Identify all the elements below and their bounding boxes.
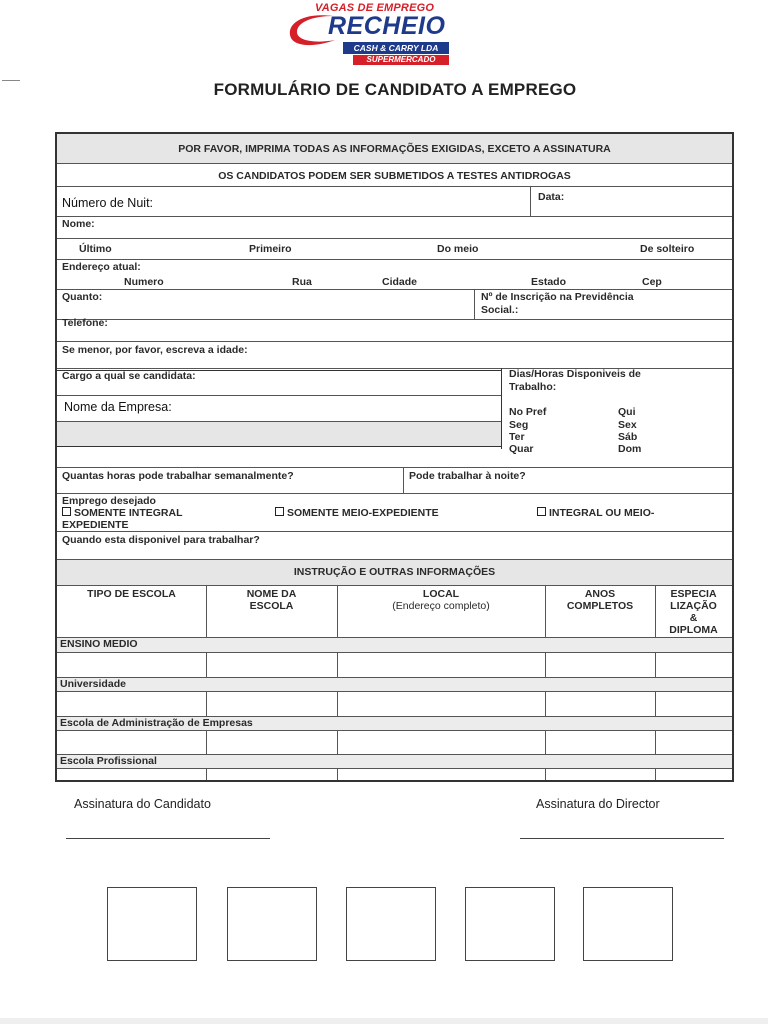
checkbox-icon — [275, 507, 284, 516]
address-number-label: Numero — [124, 276, 164, 288]
option-part-time[interactable] — [275, 507, 439, 519]
date-label: Data: — [538, 191, 565, 203]
last-name-label: Último — [79, 243, 112, 255]
empty-box-1[interactable] — [107, 887, 197, 961]
availability-label: Dias/Horas Disponiveis de — [509, 368, 641, 380]
empty-box-2[interactable] — [227, 887, 317, 961]
position-label[interactable]: Cargo a qual se candidata: — [62, 370, 196, 382]
first-name-label: Primeiro — [249, 243, 292, 255]
candidate-signature-label: Assinatura do Candidato — [74, 797, 211, 811]
day-no-pref[interactable]: No Pref — [509, 406, 547, 418]
empty-box-3[interactable] — [346, 887, 436, 961]
desired-job-label: Emprego desejado — [62, 495, 156, 507]
name-label[interactable]: Nome: — [62, 218, 95, 230]
social-security-label[interactable]: Nº de Inscrição na Previdência — [481, 291, 634, 303]
option-full-time-label: SOMENTE INTEGRAL — [74, 507, 183, 519]
day-seg[interactable]: Seg — [509, 419, 529, 431]
day-ter[interactable]: Ter — [509, 431, 525, 443]
option-either-label-2: EXPEDIENTE — [62, 519, 129, 531]
night-work-label[interactable]: Pode trabalhar à noite? — [409, 470, 526, 482]
col-location: LOCAL — [422, 588, 460, 600]
social-security-label-2: Social.: — [481, 304, 519, 316]
cargo-gray-row — [57, 422, 501, 446]
col-specialization-2: LIZAÇÃO — [670, 600, 717, 612]
logo-tagline: VAGAS DE EMPREGO — [315, 2, 435, 14]
row-ensino-medio: ENSINO MEDIO — [60, 638, 138, 650]
logo-name: RECHEIO — [328, 12, 446, 40]
bottom-edge — [0, 1018, 768, 1024]
empty-box-5[interactable] — [583, 887, 673, 961]
address-city-label: Cidade — [382, 276, 418, 288]
col-years: ANOS — [584, 588, 616, 600]
col-location-2: (Endereço completo) — [392, 600, 490, 612]
director-signature-line[interactable] — [520, 838, 724, 839]
checkbox-icon — [537, 507, 546, 516]
education-title: INSTRUÇÃO E OUTRAS INFORMAÇÕES — [293, 566, 496, 578]
nuit-label: Número de Nuit: — [62, 196, 154, 210]
day-quar[interactable]: Quar — [509, 443, 534, 455]
empty-box-4[interactable] — [465, 887, 555, 961]
weekly-hours-label[interactable]: Quantas horas pode trabalhar semanalmente? — [62, 470, 294, 482]
day-qui[interactable]: Qui — [618, 406, 636, 418]
col-school-name: NOME DA — [246, 588, 297, 600]
address-label[interactable]: Endereço atual: — [62, 261, 141, 273]
option-full-time[interactable] — [62, 507, 183, 519]
col-years-2: COMPLETOS — [566, 600, 634, 612]
application-form — [55, 132, 734, 782]
address-zip-label: Cep — [642, 276, 662, 288]
middle-name-label: Do meio — [437, 243, 479, 255]
header-instruction: POR FAVOR, IMPRIMA TODAS AS INFORMAÇÕES EXIGIDAS, EXCETO A ASSINATURA — [178, 143, 611, 155]
option-either-label: INTEGRAL OU MEIO- — [549, 507, 655, 519]
day-dom[interactable]: Dom — [618, 443, 642, 455]
row-admin-school: Escola de Administração de Empresas — [60, 717, 253, 729]
day-sab[interactable]: Sáb — [618, 431, 638, 443]
col-specialization-4: DIPLOMA — [669, 624, 718, 636]
available-date-label[interactable]: Quando esta disponivel para trabalhar? — [62, 534, 260, 546]
address-state-label: Estado — [531, 276, 567, 288]
col-specialization: ESPECIA — [670, 588, 717, 600]
page-title: FORMULÁRIO DE CANDIDATO A EMPREGO — [213, 80, 577, 99]
quanto-label[interactable]: Quanto: — [62, 291, 103, 303]
checkbox-icon — [62, 507, 71, 516]
header-drug-test: OS CANDIDATOS PODEM SER SUBMETIDOS A TESTES ANTIDROGAS — [218, 170, 571, 182]
director-signature-label: Assinatura do Director — [536, 797, 660, 811]
logo-line2: SUPERMERCADO — [353, 55, 449, 65]
row-professional-school: Escola Profissional — [60, 755, 157, 767]
minor-age-label[interactable]: Se menor, por favor, escreva a idade: — [62, 344, 248, 356]
company-logo — [283, 2, 453, 68]
company-name-label[interactable]: Nome da Empresa: — [64, 400, 172, 414]
row-universidade: Universidade — [60, 678, 126, 690]
option-part-time-label: SOMENTE MEIO-EXPEDIENTE — [287, 507, 439, 519]
option-either[interactable] — [537, 507, 654, 519]
availability-label-2: Trabalho: — [509, 381, 557, 393]
address-street-label: Rua — [292, 276, 312, 288]
day-sex[interactable]: Sex — [618, 419, 637, 431]
phone-label[interactable]: Telefone: — [62, 317, 108, 329]
col-school-name-2: ESCOLA — [249, 600, 294, 612]
col-specialization-3: & — [689, 612, 698, 624]
maiden-name-label: De solteiro — [640, 243, 695, 255]
candidate-signature-line[interactable] — [66, 838, 270, 839]
col-school-type: TIPO DE ESCOLA — [87, 588, 176, 600]
logo-line1: CASH & CARRY LDA — [343, 42, 449, 54]
